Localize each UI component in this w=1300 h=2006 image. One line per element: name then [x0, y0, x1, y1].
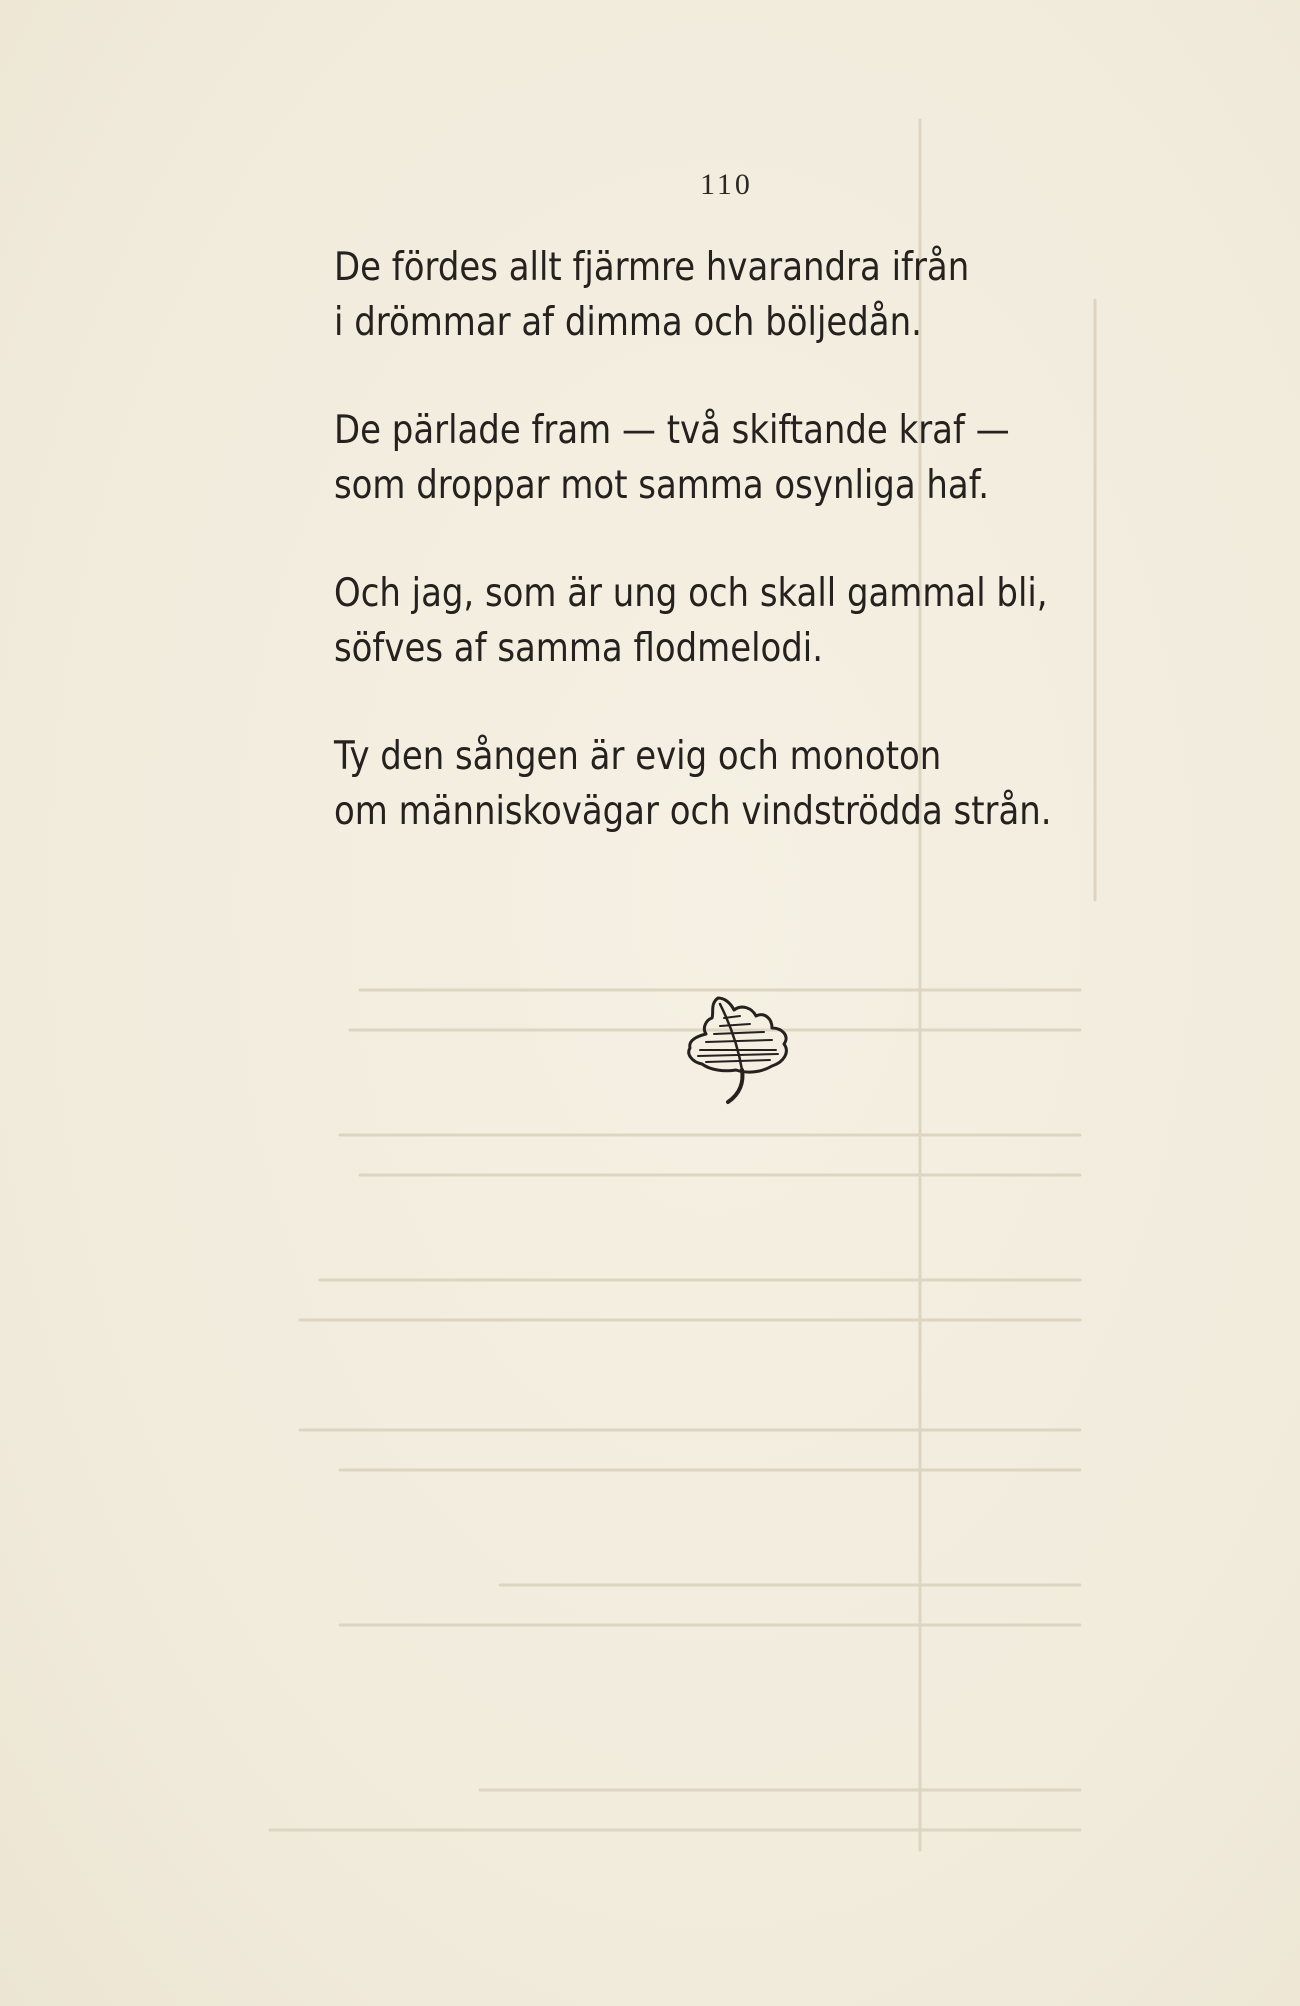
poem — [334, 240, 1117, 892]
stanza — [334, 403, 1117, 513]
stanza — [334, 240, 1117, 350]
poem-line: De fördes allt fjärmre hvarandra ifrån — [334, 245, 970, 290]
poem-line: om människovägar och vindströdda strån. — [334, 789, 1052, 834]
leaf-ornament-icon — [680, 990, 796, 1120]
poem-line: som droppar mot samma osynliga haf. — [334, 463, 989, 508]
page-number: 110 — [700, 168, 753, 201]
stanza — [334, 566, 1117, 676]
poem-line: Och jag, som är ung och skall gammal bli, — [334, 571, 1048, 616]
poem-line: De pärlade fram — två skiftande kraf — — [334, 408, 1010, 453]
poem-line: söfves af samma flodmelodi. — [334, 626, 824, 671]
stanza — [334, 729, 1117, 839]
poem-line: i drömmar af dimma och böljedån. — [334, 300, 922, 345]
poem-line: Ty den sången är evig och monoton — [334, 734, 942, 779]
